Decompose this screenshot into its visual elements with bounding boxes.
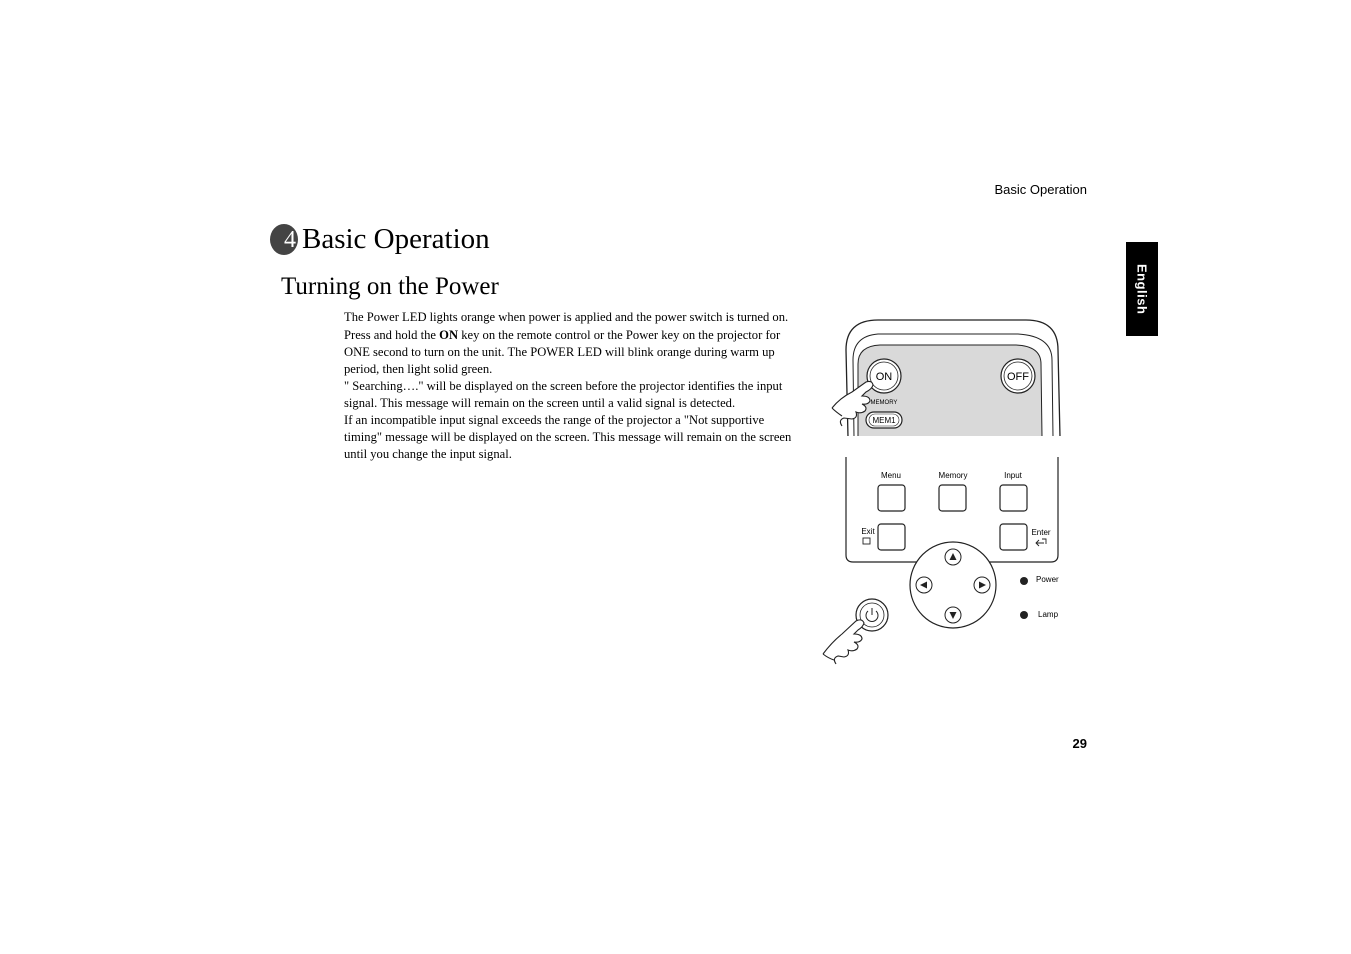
menu-label: Menu <box>880 471 902 480</box>
mem1-button-label: MEM1 <box>872 416 896 425</box>
projector-panel <box>823 457 1059 664</box>
exit-label: Exit <box>861 527 875 536</box>
on-key-bold: ON <box>439 328 459 342</box>
running-header: Basic Operation <box>994 182 1087 197</box>
memory-button <box>939 485 966 511</box>
on-key-text-after: key on the remote control or the Power key on the projector for ONE second to turn on the unit. The POWER LED will blink orange during warm up period, then light solid green. <box>344 328 781 376</box>
remote-and-panel-drawing <box>818 312 1068 667</box>
exit-icon <box>863 538 870 544</box>
off-button-label: OFF <box>1007 371 1029 383</box>
lamp-led-label: Lamp <box>1038 610 1059 619</box>
language-tab <box>1126 242 1158 336</box>
body-text <box>344 308 804 463</box>
enter-button <box>1000 524 1027 550</box>
enter-label: Enter <box>1031 528 1051 537</box>
paragraph-power-led: The Power LED lights orange when power is applied and the power switch is turned on. <box>344 310 789 324</box>
exit-button <box>878 524 905 550</box>
chapter-heading <box>270 224 490 255</box>
chapter-title: Basic Operation <box>302 223 490 255</box>
power-illustration <box>818 312 1068 672</box>
input-label: Input <box>1004 471 1022 480</box>
hand-icon <box>823 620 864 664</box>
menu-button <box>878 485 905 511</box>
memory-label: MEMORY <box>870 400 898 406</box>
paragraph-incompatible: If an incompatible input signal exceeds the range of the projector a "Not supportive timing" message will be displayed on the screen. This message will remain on the screen until you change the input signal. <box>344 413 792 461</box>
paragraph-on-key <box>344 327 804 378</box>
language-tab-label: English <box>1134 263 1150 315</box>
input-button <box>1000 485 1027 511</box>
chapter-number-badge: 4 <box>270 224 298 255</box>
section-title: Turning on the Power <box>281 273 499 300</box>
page-number: 29 <box>1072 736 1087 751</box>
on-button-label: ON <box>875 371 893 383</box>
memory-panel-label: Memory <box>938 471 968 480</box>
enter-icon <box>1036 539 1046 546</box>
on-key-text-before: Press and hold the <box>344 328 440 342</box>
paragraph-searching: " Searching…." will be displayed on the screen before the projector identifies the input signal. This message will remain on the screen until a valid signal is detected. <box>344 379 783 410</box>
lamp-led <box>1020 611 1028 619</box>
power-led-label: Power <box>1036 575 1059 584</box>
remote-control <box>832 320 1068 437</box>
power-led <box>1020 577 1028 585</box>
